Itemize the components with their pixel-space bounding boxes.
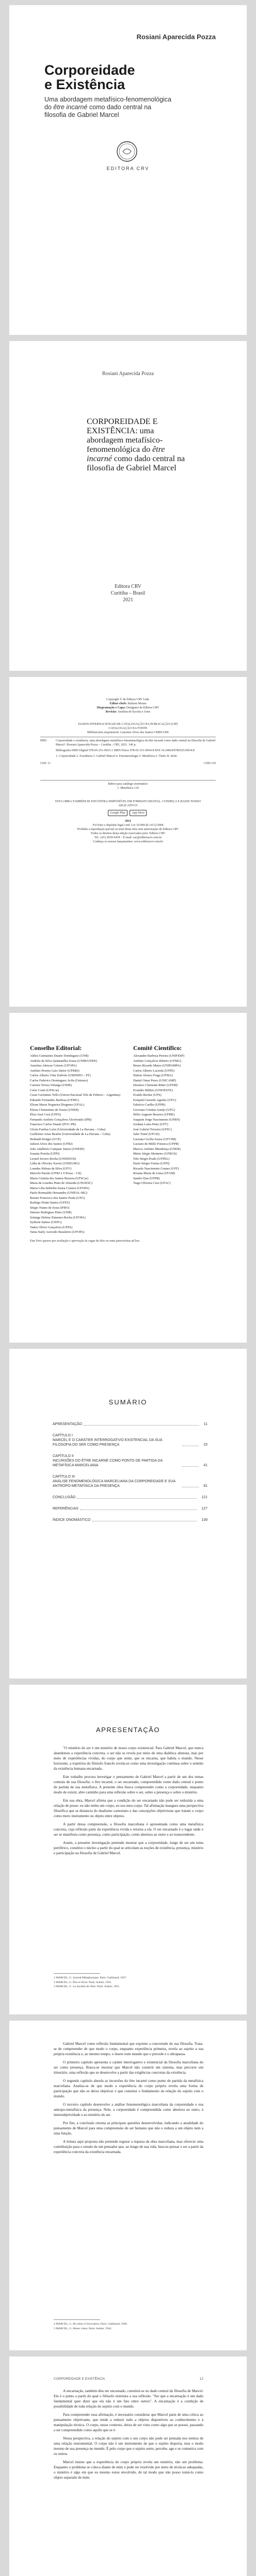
paragraph: Nessa perspectiva, a relação do sujeito com o seu corpo não pode ser pensada nos termos de uma relação instrumental. O corpo não é um instrumento de que o sujeito disporia, mas o modo mesmo de sua presença no mundo. É pelo corpo que o sujeito sente, percebe, age e se comunica com os outros. xyxy=(54,2436,203,2456)
editorial-member: Anselmo Alencar Colares (UFOPA) xyxy=(30,1064,77,1067)
toc-leader-dots xyxy=(77,1498,197,1499)
scientific-committee xyxy=(133,1046,226,1186)
rights-block xyxy=(40,819,216,844)
presentation-page-2 xyxy=(9,2021,247,2350)
cover-subtitle-pre: Uma abordagem metafísico-fenomenológica do xyxy=(44,96,171,111)
title-page-title-italic: être incarné xyxy=(87,445,165,463)
catalog-text: Corporeidade e existência: uma abordagem metafísico-fenomenológica do être incarné como dado central na filosofia de Gabriel Marcel / Rosiani Aparecida Pozza – Curitiba : CRV, 2021. 146 p. xyxy=(56,739,216,747)
presentation-footnotes xyxy=(54,1976,203,1990)
toc-entry-page: 41 xyxy=(203,1464,207,1467)
editorial-member: Carlos Alberto Vilar Estêvão (UMINHO – PT) xyxy=(30,1074,91,1077)
editorial-member: Lourdes Helena da Silva (UFV) xyxy=(30,1166,72,1171)
toc-entry[interactable] xyxy=(53,1422,207,1427)
chapter-body xyxy=(54,2388,203,2483)
scientific-committee-list xyxy=(133,1054,226,1185)
editorial-member: João Adalberto Campato Junior (UNESP) xyxy=(30,1147,85,1151)
editorial-member: Rodrigo Pratte-Santos (UFES) xyxy=(30,1201,70,1205)
scientific-member: Alexandre Barbosa Pereira (UNIFESP) xyxy=(133,1054,185,1058)
scientific-member: Carlos Alberto Lacerda (UFPE) xyxy=(133,1069,174,1073)
scientific-member: Hélio Augusto Bezerra (UFRR) xyxy=(133,1113,174,1116)
editorial-council-title: Conselho Editorial: xyxy=(30,1044,82,1052)
paragraph: Este trabalho procura investigar o pensamento de Gabriel Marcel a partir de um dos temas centrais de sua filosofia: o être incarné, o ser encarnado, compreendido como dado central e ponto de partida de sua metafísica. A presente obra busca compreender como a corporeidade, enquanto modo de existir, abre caminho para uma reflexão sobre o ser, sobre a presença e sobre o mistério. xyxy=(54,1775,203,1794)
presentation-title: APRESENTAÇÃO xyxy=(96,1726,160,1734)
scientific-member: Antônio Gonçalves Ribeiro (UFMG) xyxy=(133,1059,182,1063)
cover-subtitle xyxy=(44,96,173,119)
scientific-member: Geovana Cristina Araújo (UFG) xyxy=(133,1108,175,1112)
title-page-title xyxy=(87,417,190,473)
toc-entry-title: APRESENTAÇÃO xyxy=(53,1422,83,1426)
catalog-cdu: CDU 11 xyxy=(40,762,51,765)
index-entry: 1. Metafísica 110 xyxy=(117,787,139,790)
footnote: 4 MARCEL, G. Du refus à l'invocation. Paris: Gallimard, 1940. xyxy=(54,2323,128,2326)
catalog-subtitle: CATALOGAÇÃO NA FONTE xyxy=(108,727,148,730)
title-page-publisher: Editora CRV xyxy=(115,584,141,589)
cover-title xyxy=(44,63,135,92)
scientific-member: Luciana Cecília Souza (UFVJM) xyxy=(133,1137,177,1141)
toc-entry-page: 127 xyxy=(201,1507,207,1511)
footnote: 2 MARCEL, G. Être et Avoir. Paris: Aubier, 1935. xyxy=(54,1980,112,1984)
scientific-member: Tiago Oliveira Cruz (UFAC) xyxy=(133,1181,171,1185)
review-line: Revisão: Analista de Escrita e Artes xyxy=(105,710,151,714)
paragraph: Em sua obra, Marcel afirma que a condição do ser encarnado não pode ser reduzida a uma relação de posse: eu não tenho um corpo, eu sou meu corpo. Tal afirmação inaugura uma perspectiva filosófica que se distancia do dualismo cartesiano e das concepções objetivistas que tratam o corpo como mero instrumento ou objeto entre objetos. xyxy=(54,1799,203,1818)
editorial-member: Leonel Severo Rocha (UNISINOS) xyxy=(30,1157,76,1161)
store-badges xyxy=(51,810,205,816)
title-page xyxy=(9,341,247,671)
editorial-member: Lídia de Oliveira Xavier (UNIEURO) xyxy=(30,1162,79,1165)
editorial-member: Francisco Carlos Duarte (PUC-PR) xyxy=(30,1123,76,1126)
title-page-city: Curitiba – Brasil xyxy=(110,590,146,596)
editorial-member: Sydione Santos (UEPG) xyxy=(30,1221,62,1224)
editorial-member: Andréia da Silva Quintanilha Sousa (UNIR/UFRN) xyxy=(30,1059,97,1063)
editorial-council-list xyxy=(30,1054,123,1234)
toc-entry-page: 81 xyxy=(203,1484,207,1488)
toc-entry-title: CONCLUSÃO xyxy=(53,1496,76,1499)
scientific-member: Dionísio Clemente Ritter (UFSM) xyxy=(133,1083,178,1087)
footnote-rule xyxy=(54,1973,100,1974)
editorial-member: Elione Maria Nogueira Diogenes (UFAL) xyxy=(30,1103,85,1107)
paragraph: A partir dessa compreensão, a filosofia marceliana é apresentada como uma metafísica concreta, cuja reflexão parte da experiência vivida e retorna a ela. O ser encarnado é o lugar onde o ser se manifesta como presença, como participação, como abertura ao outro e ao transcendente. xyxy=(54,1822,203,1837)
scientific-member: Rosana Maria de Lima (UFAM) xyxy=(133,1172,175,1175)
toc-entry-title: CAPÍTULO II INCURSÕES DO ÊTRE INCARNÉ COMO PONTO DE PARTIDA DA METAFÍSICA MARCELIANA xyxy=(53,1454,163,1467)
scientific-member: Evandro Bilibio (UNIOESTE) xyxy=(133,1088,173,1092)
paragraph: Gabriel Marcel como reflexão fundamental que exprime a concretude de sua filosofia. Trata-se de compreender de que modo o corpo, enquanto experiência primeira, revela ao sujeito a sua própria existência e, ao mesmo tempo, o insere num mundo que o precede e o ultrapassa. xyxy=(54,2042,203,2056)
toc-entry-title: REFERÊNCIAS xyxy=(53,1507,78,1511)
catalog-header xyxy=(40,722,216,735)
footnote-rule-2 xyxy=(54,2319,100,2320)
rights-contact: Tel.: (41) 3039-6418 – E-mail: sac@editoracrv.com.br xyxy=(94,836,162,839)
toc-list xyxy=(53,1422,207,1529)
catalog-title: DADOS INTERNACIONAIS DE CATALOGAÇÃO NA PUBLICAÇÃO (CIP) xyxy=(78,723,178,726)
catalog-entry-code: P893 xyxy=(40,739,47,742)
editorial-member: Renato Francisco dos Santos Paula (UFG) xyxy=(30,1196,85,1200)
paragraph: O segundo capítulo aborda as incursões do être incarné como ponto de partida da metafísica marceliana. Analisa-se de que modo a experiência do corpo próprio revela uma forma de participação que não se deixa objetivar e que constitui o fundamento da relação do sujeito com o mundo. xyxy=(54,2079,203,2098)
toc-entry[interactable] xyxy=(53,1475,207,1488)
toc-entry-page: 11 xyxy=(203,1422,207,1426)
title-page-title-pre: CORPOREIDADE E EXISTÊNCIA: uma abordagem metafísico-fenomenológica do xyxy=(87,417,163,454)
editorial-member: Sérgio Nunes de Jesus (IFRO) xyxy=(30,1206,70,1210)
footnote: 3 MARCEL, G. Le mystère de l'être. Paris: Aubier, 1951. xyxy=(54,1985,120,1988)
scientific-committee-title: Comitê Científico: xyxy=(133,1044,182,1052)
chapter-page xyxy=(9,2357,247,2576)
scientific-member: Daniel Omar Perez (UNICAMP) xyxy=(133,1078,177,1082)
cover-author: Rosiani Aparecida Pozza xyxy=(136,33,216,41)
toc-entry-title: CAPÍTULO III ANÁLISE FENOMENOLÓGICA MARCELIANA DA CORPOREIDADE E SUA ANTROPO-METAFÍSICA DA PRESENÇA xyxy=(53,1475,175,1488)
cover-subtitle-post: como dado central na filosofia de Gabriel Marcel xyxy=(44,104,152,118)
credits-header xyxy=(40,698,216,714)
title-page-year: 2021 xyxy=(123,597,133,603)
toc-title: SUMÁRIO xyxy=(108,1398,148,1406)
toc-entry-page: 121 xyxy=(201,1496,207,1499)
crv-logo-icon xyxy=(116,140,138,163)
scientific-member: Dalton Afonso Fraga (UFMA) xyxy=(133,1074,173,1077)
review-note: Este livro passou por avaliação e aprovação às cegas de dois ou mais pareceristas ad hoc. xyxy=(30,1240,140,1243)
scientific-member: Paulo Sérgio Freitas (UFPI) xyxy=(133,1162,170,1165)
editorial-member: Marcelo Paixão (UFRJ e UTexas – US) xyxy=(30,1172,82,1175)
title-page-title-post: como dado central na filosofia de Gabriel Marcel xyxy=(87,454,185,472)
cover-subtitle-italic: être incarné xyxy=(53,104,88,111)
editorial-member: Celso Conti (UFSCar) xyxy=(30,1088,59,1092)
cover-page xyxy=(9,5,247,335)
toc-leader-dots xyxy=(84,1425,199,1426)
toc-entry-page: 15 xyxy=(203,1443,207,1447)
scientific-member: Nilo Sérgio Prado (UFPEL) xyxy=(133,1157,170,1161)
toc-leader-dots xyxy=(182,1466,199,1467)
catalog-index xyxy=(40,782,216,790)
editorial-member: Gloria Fariñas León (Universidade de La Havana – Cuba) xyxy=(30,1127,106,1131)
app-promo xyxy=(51,800,205,816)
paragraph: "O mistério do ser é um mistério de nosso corpo existencial. Para Gabriel Marcel, que nunca abandonou a experiência concreta, o ser não se revela por meio de uma dialética abstrata, mas por meio de experiências vividas, do corpo que sente, que se encarna, que habita o mundo. Nesse horizonte, a trajetória do filósofo francês revela-se como uma investigação contínua sobre o sentido da existência humana encarnada. xyxy=(54,1746,203,1771)
rights-all: Todos os direitos desta edição reservados pela: Editora CRV xyxy=(90,832,166,835)
catalog-card xyxy=(40,739,216,766)
editorial-member: Josania Portela (UFPI) xyxy=(30,1152,60,1156)
paragraph: A leitura aqui proposta não pretende esgotar a riqueza da obra marceliana, mas oferecer uma contribuição para o estudo de um pensador que, ao longo de sua vida, buscou pensar o ser a partir da experiência concreta da existência encarnada. xyxy=(54,2140,203,2154)
editorial-member: Antônio Pereira Gaio Júnior (UFRRJ) xyxy=(30,1069,79,1073)
footnote: 5 MARCEL, G. Homo viator. Paris: Aubier, 1944. xyxy=(54,2327,112,2330)
cover-title-line2: e Existência xyxy=(44,77,125,92)
paragraph: Para compreender essa afirmação, é necessário considerar que Marcel parte de uma crítica ao pensamento objetivante, que tende a reduzir tudo a objetos disponíveis ao conhecimento e à manipulação técnica. O corpo, nesse contexto, deixa de ser visto como algo que se possui, passando a ser compreendido como aquilo que se é. xyxy=(54,2413,203,2432)
editor-line: Editor-chefe: Railson Moura xyxy=(109,702,147,705)
editorial-member: Solange Helena Ximenes-Rocha (UFOPA) xyxy=(30,1215,86,1219)
paragraph: Por fim, a conclusão retoma as principais questões desenvolvidas, indicando a atualidade do pensamento de Marcel para uma compreensão do ser humano que não o reduza a um objeto nem a uma função. xyxy=(54,2121,203,2136)
paragraph: O terceiro capítulo desenvolve a análise fenomenológica marceliana da corporeidade e sua antropo-metafísica da presença. Nele, a corporeidade é compreendida como abertura ao outro, à intersubjetividade e ao mistério do ser. xyxy=(54,2103,203,2117)
toc-page xyxy=(9,1349,247,1679)
editorial-member: Guillermo Arias Beatón (Universidade de La Havana – Cuba) xyxy=(30,1132,110,1136)
paragraph: Assim, a presente investigação pretende mostrar que a corporeidade, longe de ser um tema periférico, constitui o núcleo a partir do qual se articulam as noções de existência, presença, mistério e participação na filosofia de Gabriel Marcel. xyxy=(54,1841,203,1855)
toc-entry[interactable] xyxy=(53,1454,207,1468)
catalog-card-row xyxy=(40,739,216,758)
scientific-member: José Gabriel Teixeira (UFSC) xyxy=(133,1127,172,1131)
editorial-member: Jailson Alves dos Santos (UFRJ) xyxy=(30,1142,73,1146)
scientific-member: Marcos Antônio Mendonça (UNEB) xyxy=(133,1147,181,1151)
editorial-member: Eduardo Fernandes Barbosa (UFMG) xyxy=(30,1098,79,1102)
paragraph: O primeiro capítulo apresenta o caráter interrogativo e existencial da filosofia marceliana do ser como presença. Busca-se mostrar que Marcel não constrói um sistema, mas percorre um itinerário, uma reflexão que se desenvolve a partir das exigências concretas da existência. xyxy=(54,2060,203,2075)
index-label: Índice para catálogo sistemático xyxy=(108,783,148,786)
google-play-badge[interactable]: Google Play xyxy=(108,810,127,816)
scientific-member: Julio Tomé (UFGD) xyxy=(133,1132,159,1136)
copyright-line: Copyright © da Editora CRV Ltda. xyxy=(106,698,150,701)
app-promo-text: ESTA OBRA TAMBÉM SE ENCONTRA DISPONÍVEL EM FORMATO DIGITAL. CONHEÇA E BAIXE NOSSO APLICATIVO! xyxy=(55,800,201,807)
rights-legal-deposit: Foi feito o depósito legal conf. Lei 10.994 de 14/12/2004 xyxy=(92,824,164,827)
credits-page xyxy=(9,677,247,1007)
design-line: Diagramação e Capa: Designers da Editora CRV xyxy=(97,706,159,709)
toc-entry[interactable] xyxy=(53,1506,207,1511)
council-page xyxy=(9,1013,247,1343)
title-page-author: Rosiani Aparecida Pozza xyxy=(102,371,154,377)
scientific-member: Bruno Ricardo Matos (UNIPAMPA) xyxy=(133,1064,181,1067)
app-store-badge[interactable]: App Store xyxy=(130,810,147,816)
editorial-member: Simone Rodrigues Pinto (UNB) xyxy=(30,1211,72,1214)
paragraph: Marcel insiste que a experiência do corpo próprio revela um mistério, não um problema. Enquanto o problema se coloca diante de mim e pode ser resolvido por meio de técnicas adequadas, o mistério é algo em que eu mesmo estou envolvido, de tal modo que não posso tomá-lo como objeto separado de mim. xyxy=(54,2460,203,2480)
rights-year: 2021 xyxy=(125,820,131,823)
editorial-member: Elizeu Clementino de Souza (UNEB) xyxy=(30,1108,79,1112)
editorial-member: Helmuth Krüger (UCP) xyxy=(30,1137,61,1141)
editorial-member: Élsio José Corá (UFFS) xyxy=(30,1113,61,1116)
scientific-member: Sandro Dau (UFPB) xyxy=(133,1176,160,1180)
presentation-body-2 xyxy=(54,2041,203,2158)
rights-site[interactable]: Conheça os nossos lançamentos: www.editoracrv.com.br xyxy=(92,840,164,843)
presentation-body xyxy=(54,1745,203,1859)
toc-entry[interactable] xyxy=(53,1433,207,1447)
toc-entry[interactable] xyxy=(53,1518,207,1522)
catalog-card-body xyxy=(56,739,216,758)
scientific-member: Fabrício Coelho (UFPR) xyxy=(133,1103,166,1107)
paragraph: A encarnação, também dita ser encarnado, constitui-se no dado central da filosofia de Marcel. Ela é o ponto a partir do qual o filósofo estrutura a sua reflexão. "Ser que a encarnação é um dado fundamental quer dizer que ela não é um fato entre outros". A encarnação é a condição de possibilidade de toda relação do sujeito com o mundo. xyxy=(54,2389,203,2409)
catalog-rule-bottom xyxy=(40,780,216,781)
catalog-cdd: CDD 110 xyxy=(204,762,216,765)
editorial-council xyxy=(30,1046,123,1235)
editorial-member: Cesar Gerónimo Tello (Univer.Nacional Três de Febrero – Argentina) xyxy=(30,1093,121,1097)
scientific-member: Joaquim Jorge Nascimento (UFRN) xyxy=(133,1117,180,1122)
cover-publisher: EDITORA CRV xyxy=(106,166,150,171)
editorial-member: Maria Lília Imbiriba Sousa Colares (UFOPA) xyxy=(30,1186,90,1190)
catalog-class-row xyxy=(40,761,216,766)
editorial-member: Paulo Romualdo Hernandes (UNIFAL-MG) xyxy=(30,1191,88,1195)
editorial-member: Maria de Lourdes Pinto de Almeida (UNOESC) xyxy=(30,1181,93,1185)
footnote: 1 MARCEL, G. Journal Métaphysique. Paris: Gallimard, 1927. xyxy=(54,1976,127,1979)
toc-entry-page: 139 xyxy=(201,1518,207,1522)
catalog-subjects: 1. Corporeidade 2. Existência 3. Gabriel Marcel 4. Fenomenologia 5. Metafísica I. Título II. Série. xyxy=(56,755,178,758)
editorial-member: Carlos Federico Dominguez Avila (Unieuro) xyxy=(30,1078,88,1082)
running-head-title: CORPOREIDADE E EXISTÊNCIA xyxy=(54,2377,105,2381)
editorial-member: Tania Suely Azevedo Brasileiro (UFOPA) xyxy=(30,1230,85,1234)
presentation-footnotes-2 xyxy=(54,2323,203,2331)
catalog-isbn: Bibliografia ISBN Digital 978-65-251-0933-1 ISBN Físico 978-65-251-0934-8 DOI 10.24824/978652510934.8 xyxy=(56,749,195,752)
editorial-member: Aldira Guimarães Duarte Domínguez (UNB) xyxy=(30,1054,89,1058)
toc-entry-title: ÍNDICE ONOMÁSTICO xyxy=(53,1518,91,1522)
editorial-member: Maria Cristina dos Santos Bezerra (UFSCar) xyxy=(30,1176,88,1180)
page-number: 12 xyxy=(199,2377,203,2381)
editorial-member: Carmen Tereza Velanga (UNIR) xyxy=(30,1083,72,1087)
title-page-publisher-block xyxy=(9,583,247,603)
scientific-member: Evaldo Becker (UFS) xyxy=(133,1093,162,1097)
catalog-librarian: Bibliotecária responsável: Luzenira Alves dos Santos CRB9/1506 xyxy=(87,731,169,734)
toc-entry[interactable] xyxy=(53,1495,207,1500)
editorial-member: Fernando Antônio Gonçalves Alcoforado (IPB) xyxy=(30,1117,92,1122)
scientific-member: Ezequiel Gerardo Aguilar (UFU) xyxy=(133,1098,177,1102)
presentation-page xyxy=(9,1685,247,2014)
scientific-member: Jordana Luísa Pinto (UFT) xyxy=(133,1123,168,1126)
scientific-member: Mário Sérgio Monteiro (UFRGS) xyxy=(133,1152,177,1156)
cover-title-line1: Corporeidade xyxy=(44,62,135,78)
scientific-member: Luciano de Mello Fonseca (UFPR) xyxy=(133,1142,179,1146)
editorial-member: Tadeu Oliver Gonçalves (UFPA) xyxy=(30,1225,73,1229)
rights-prohibition: Proibida a reprodução parcial ou total desta obra sem autorização da Editora CRV xyxy=(77,828,179,831)
running-head xyxy=(54,2377,203,2381)
toc-entry-title: CAPÍTULO I MARCEL E O CARÁTER INTERROGATIVO EXISTENCIAL DA SUA FILOSOFIA DO SER COMO PRESENÇA xyxy=(53,1434,163,1447)
scientific-member: Ricardo Nascimento Gomes (UFF) xyxy=(133,1166,179,1171)
